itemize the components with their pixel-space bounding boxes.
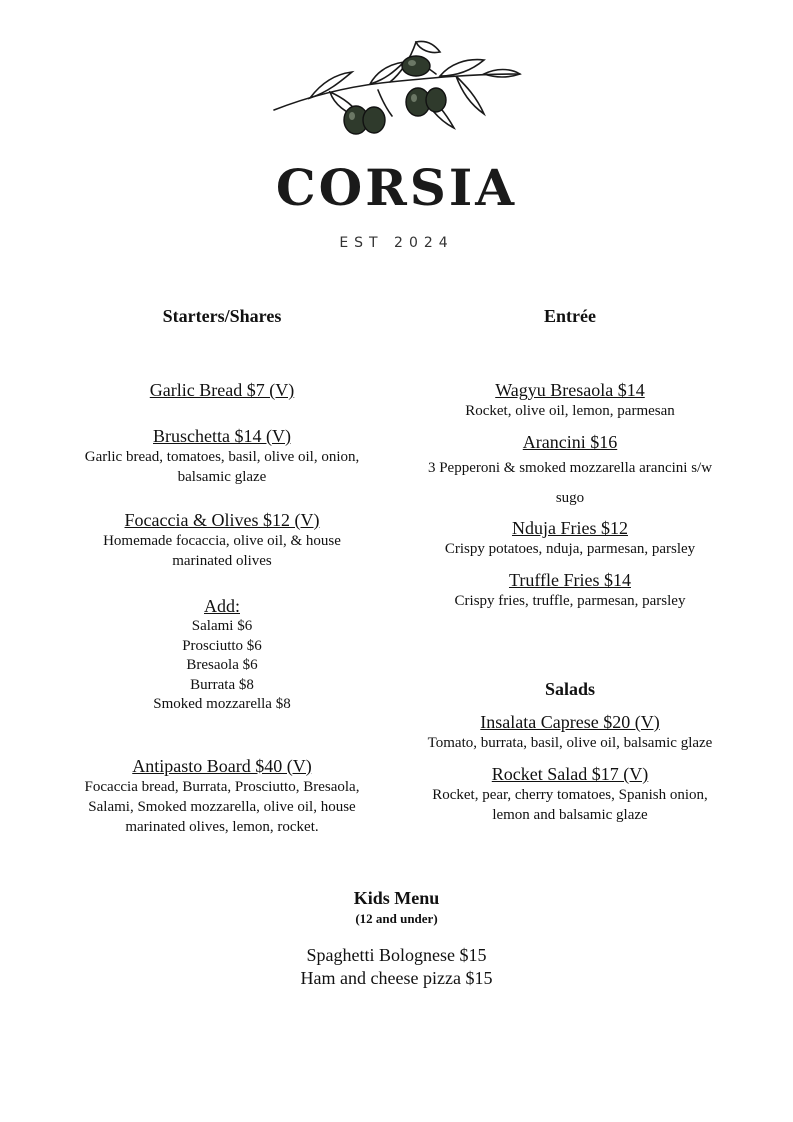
bruschetta-title: Bruschetta $14 (V) (153, 426, 291, 446)
focaccia-desc-1: Homemade focaccia, olive oil, & house (103, 533, 341, 549)
kids-item-pizza: Ham and cheese pizza $15 (300, 968, 493, 988)
antipasto-desc-3: marinated olives, lemon, rocket. (125, 818, 319, 835)
wagyu-title: Wagyu Bresaola $14 (495, 380, 645, 400)
caprese-desc: Tomato, burrata, basil, olive oil, balsamic glaze (427, 735, 713, 751)
rocket-salad-desc-2: lemon and balsamic glaze (492, 807, 648, 823)
nduja-desc: Crispy potatoes, nduja, parmesan, parsley (444, 541, 696, 557)
kids-subheading: (12 and under) (355, 911, 438, 926)
add-item-burrata: Burrata $8 (190, 676, 254, 693)
rocket-salad-desc-1: Rocket, pear, cherry tomatoes, Spanish onion, (432, 787, 708, 803)
arancini-title: Arancini $16 (522, 432, 618, 452)
garlic-bread-title: Garlic Bread $7 (V) (149, 380, 295, 400)
truffle-desc: Crispy fries, truffle, parmesan, parsley (454, 593, 686, 609)
starters-heading: Starters/Shares (162, 306, 282, 326)
established-year: EST 2024 (339, 235, 454, 251)
rocket-salad-title: Rocket Salad $17 (V) (491, 764, 649, 784)
salads-heading: Salads (544, 679, 596, 699)
antipasto-desc-1: Focaccia bread, Burrata, Prosciutto, Bresaola, (84, 778, 360, 795)
entree-heading: Entrée (544, 306, 596, 326)
antipasto-title: Antipasto Board $40 (V) (132, 755, 312, 776)
arancini-desc-1: 3 Pepperoni & smoked mozzarella arancini s/w (427, 460, 713, 476)
olive-branch-icon (270, 34, 524, 138)
bruschetta-desc-2: balsamic glaze (177, 469, 267, 485)
add-item-smoked-mozzarella: Smoked mozzarella $8 (153, 696, 291, 712)
brand-name: CORSIA (275, 158, 518, 217)
starters-column (52, 304, 392, 837)
add-list (52, 617, 392, 715)
kids-item-spaghetti: Spaghetti Bolognese $15 (306, 945, 487, 965)
truffle-title: Truffle Fries $14 (508, 570, 631, 590)
kids-menu (0, 886, 793, 990)
nduja-title: Nduja Fries $12 (512, 518, 628, 538)
arancini-desc-2: sugo (555, 490, 585, 506)
add-item-bresaola: Bresaola $6 (186, 657, 258, 673)
antipasto-desc-2: Salami, Smoked mozzarella, olive oil, house (88, 798, 356, 815)
bruschetta-desc-1: Garlic bread, tomatoes, basil, olive oil, onion, (84, 449, 360, 465)
kids-heading: Kids Menu (353, 888, 440, 908)
focaccia-title: Focaccia & Olives $12 (V) (124, 510, 320, 530)
add-item-prosciutto: Prosciutto $6 (182, 637, 262, 654)
add-title: Add: (204, 596, 240, 616)
caprese-title: Insalata Caprese $20 (V) (480, 712, 660, 732)
add-item-salami: Salami $6 (191, 618, 253, 634)
entree-column (400, 304, 740, 825)
focaccia-desc-2: marinated olives (172, 553, 272, 569)
olive-branch-logo (270, 34, 524, 138)
wagyu-desc: Rocket, olive oil, lemon, parmesan (465, 403, 675, 419)
